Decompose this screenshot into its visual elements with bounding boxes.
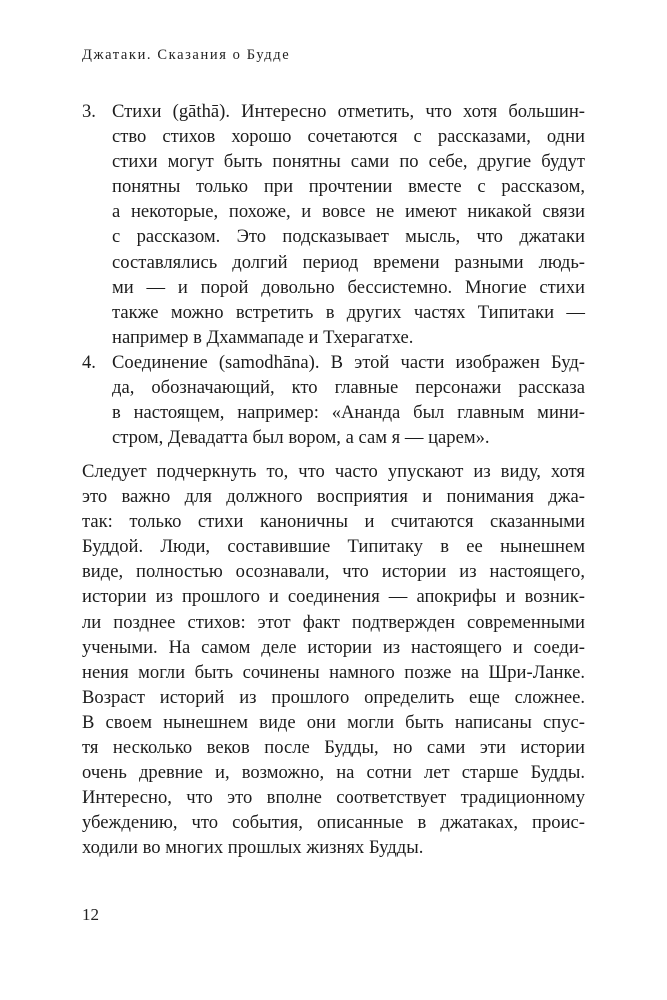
list-number: 4. [82,351,96,373]
text-line: тя несколько веков после Будды, но сами эти истории [82,737,585,759]
list-item-3 [82,99,585,350]
text-line: а некоторые, похоже, и вовсе не имеют никакой связи [112,201,585,223]
text-line: ли позднее стихов: этот факт подтвержден современными [82,611,585,633]
text-line: нения могли быть сочинены намного позже на Шри-Ланке. [82,661,585,683]
text-line: составлялись долгий период времени разными людь- [112,251,585,273]
running-head: Джатаки. Сказания о Будде [82,47,291,63]
text-line: ходили во многих прошлых жизнях Будды. [82,837,424,859]
text-line: ство стихов хорошо сочетаются с рассказами, одни [112,126,585,148]
text-line: Следует подчеркнуть то, что часто упускают из виду, хотя [82,461,585,482]
list-item-4 [82,350,585,450]
text-line: это важно для должного восприятия и понимания джа- [82,486,585,508]
text-line: стром, Девадатта был вором, а сам я — царем». [112,427,490,449]
text-line: учеными. На самом деле истории из настоящего и соеди- [82,636,585,658]
text-line: в настоящем, например: «Ананда был главным мини- [112,402,585,424]
text-line: понятны только при прочтении вместе с рассказом, [112,176,585,198]
text-line: так: только стихи каноничны и считаются сказанными [82,511,585,533]
text-line: убеждению, что события, описанные в джатаках, проис- [82,812,585,834]
text-line: также можно встретить в других частях Типитаки — [112,301,585,323]
body-paragraph [82,459,585,861]
text-line: Стихи (gāthā). Интересно отметить, что хотя большин- [112,101,585,122]
text-line: например в Дхаммападе и Тхерагатхе. [112,326,414,348]
text-line: стихи могут быть понятны сами по себе, другие будут [112,151,585,173]
text-line: истории из прошлого и соединения — апокрифы и возник- [82,586,585,608]
text-line: Соединение (samodhāna). В этой части изображен Буд- [112,351,585,373]
list-number: 3. [82,101,96,122]
text-line: Возраст историй из прошлого определить еще сложнее. [82,686,585,708]
text-line: ми — и порой довольно бессистемно. Многие стихи [112,276,585,298]
text-line: Интересно, что это вполне соответствует традиционному [82,787,585,809]
text-line: В своем нынешнем виде они могли быть написаны спус- [82,711,585,733]
text-line: с рассказом. Это подсказывает мысль, что джатаки [112,226,585,248]
numbered-list [82,99,585,450]
text-line: Буддой. Люди, составившие Типитаку в ее нынешнем [82,536,585,558]
text-line: виде, полностью осознавали, что истории из настоящего, [82,561,585,583]
text-line: очень древние и, возможно, на сотни лет старше Будды. [82,762,585,784]
page-number: 12 [82,905,99,924]
text-line: да, обозначающий, кто главные персонажи рассказа [112,377,585,399]
